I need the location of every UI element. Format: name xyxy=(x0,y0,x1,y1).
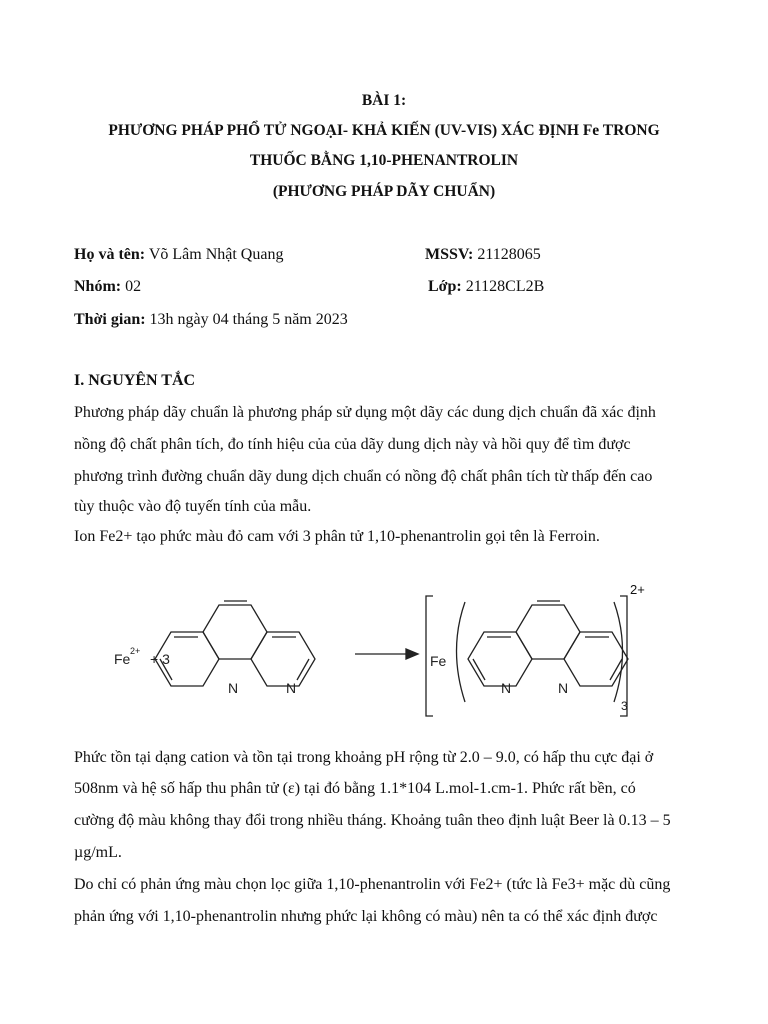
paragraph-line: Ion Fe2+ tạo phức màu đỏ cam với 3 phân tử 1,10-phenantrolin gọi tên là Ferroin. xyxy=(74,528,600,545)
document-title-line-2: THUỐC BẰNG 1,10-PHENANTROLIN xyxy=(249,152,519,169)
student-name-row xyxy=(74,246,283,264)
phenanthroline-molecule xyxy=(155,601,315,686)
student-id-value: 21128065 xyxy=(477,246,541,263)
nitrogen-label: N xyxy=(228,680,239,696)
coefficient-label: + 3 xyxy=(150,651,170,667)
paragraph-line: cường độ màu không thay đổi trong nhiều tháng. Khoảng tuân theo định luật Beer là 0.13 – 5 xyxy=(74,812,671,829)
paragraph-line: phương trình đường chuẩn dãy dung dịch chuẩn có nồng độ chất phân tích từ thấp đến cao xyxy=(74,468,653,485)
paragraph-line: phản ứng với 1,10-phenantrolin nhưng phức lại không có màu) nên ta có thể xác định được xyxy=(74,908,658,925)
group-label: Nhóm: xyxy=(74,278,122,295)
paragraph-line: 508nm và hệ số hấp thu phân tử (ε) tại đó bằng 1.1*104 L.mol-1.cm-1. Phức rất bền, có xyxy=(74,780,636,797)
paragraph-line: Do chỉ có phản ứng màu chọn lọc giữa 1,10-phenantrolin với Fe2+ (tức là Fe3+ mặc dù cũng xyxy=(74,876,671,893)
paragraph-line: Phương pháp dãy chuẩn là phương pháp sử dụng một dãy các dung dịch chuẩn đã xác định xyxy=(74,404,656,421)
ferroin-reaction-diagram xyxy=(100,580,640,720)
student-name-label: Họ và tên: xyxy=(74,246,146,263)
nitrogen-label: N xyxy=(501,680,512,696)
student-name-value: Võ Lâm Nhật Quang xyxy=(148,246,284,263)
time-row xyxy=(74,311,348,329)
class-row xyxy=(428,278,544,296)
nitrogen-label: N xyxy=(286,680,297,696)
phenanthroline-ligand xyxy=(468,601,628,686)
student-id-label: MSSV: xyxy=(425,246,474,263)
ligand-count-label: 3 xyxy=(621,699,628,713)
student-id-row xyxy=(425,246,541,264)
class-label: Lớp: xyxy=(428,278,462,295)
fe-ion-label: Fe xyxy=(114,651,131,667)
paragraph-line: Phức tồn tại dạng cation và tồn tại trong khoảng pH rộng từ 2.0 – 9.0, có hấp thu cực đại ở xyxy=(74,749,654,766)
document-title-line-1: PHƯƠNG PHÁP PHỔ TỬ NGOẠI- KHẢ KIẾN (UV-VIS) XÁC ĐỊNH Fe TRONG xyxy=(108,122,660,139)
group-value: 02 xyxy=(125,278,142,295)
lesson-number: BÀI 1: xyxy=(361,92,407,109)
complex-charge-label: 2+ xyxy=(630,582,645,597)
paragraph-line: µg/mL. xyxy=(74,844,122,861)
paragraph-line: tùy thuộc vào độ tuyến tính của mẫu. xyxy=(74,498,312,515)
nitrogen-label: N xyxy=(558,680,569,696)
time-label: Thời gian: xyxy=(74,311,146,328)
time-value: 13h ngày 04 tháng 5 năm 2023 xyxy=(149,311,348,328)
class-value: 21128CL2B xyxy=(465,278,545,295)
section-heading: I. NGUYÊN TẮC xyxy=(74,372,196,389)
complex-fe-label: Fe xyxy=(430,653,447,669)
paragraph-line: nồng độ chất phân tích, đo tính hiệu của của dãy dung dịch này và hồi quy để tìm được xyxy=(74,436,631,453)
document-title-line-3: (PHƯƠNG PHÁP DÃY CHUẨN) xyxy=(272,183,496,200)
group-row xyxy=(74,278,141,296)
fe-charge-label: 2+ xyxy=(130,646,141,656)
